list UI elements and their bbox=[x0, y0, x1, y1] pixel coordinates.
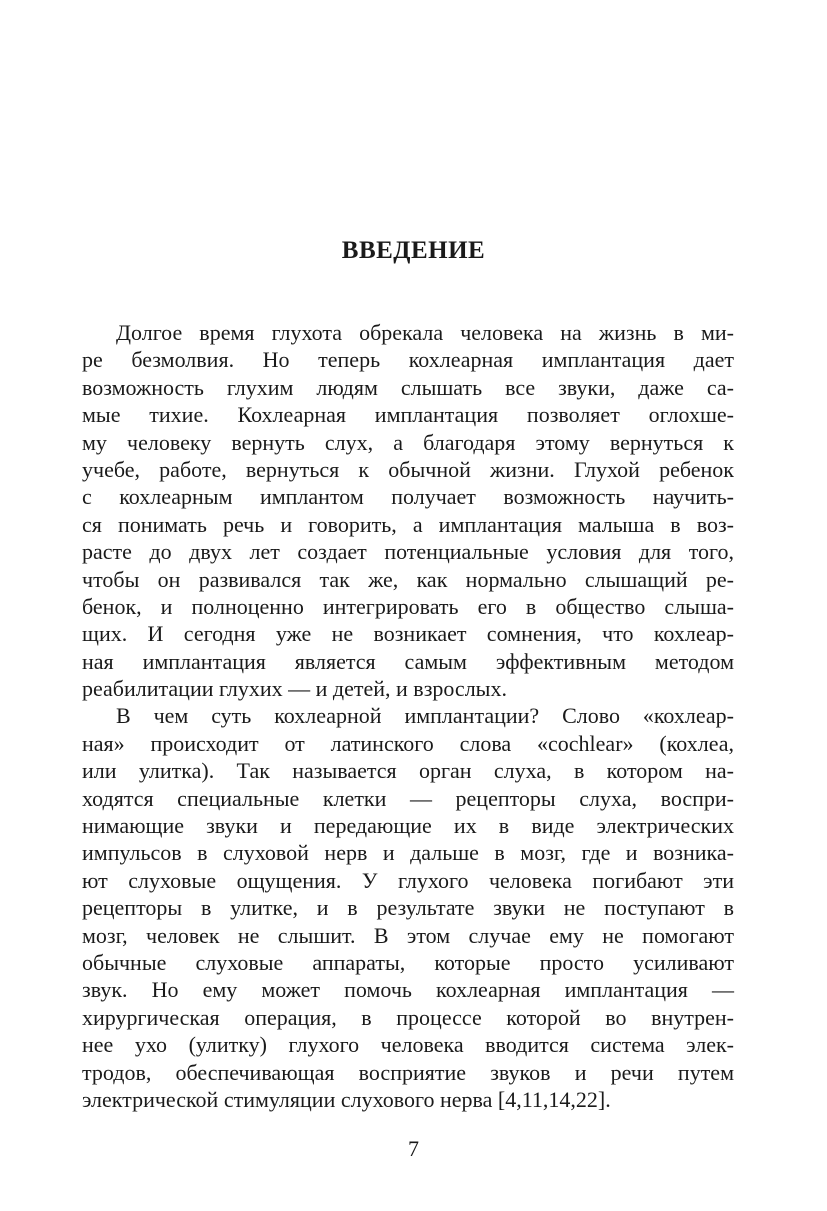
text-line: расте до двух лет создает потенциальные условия для того, bbox=[82, 539, 734, 565]
text-line: тродов, обеспечивающая восприятие звуков и речи путем bbox=[82, 1059, 734, 1085]
text-line: щих. И сегодня уже не возникает сомнения, что кохлеар- bbox=[82, 621, 734, 647]
paragraph-1 bbox=[82, 319, 734, 702]
text-line: возможность глухим людям слышать все звуки, даже са- bbox=[82, 374, 734, 400]
text-line: хирургическая операция, в процессе которой во внутрен- bbox=[82, 1004, 734, 1030]
paragraph-2 bbox=[82, 702, 734, 1113]
text-line: ная имплантация является самым эффективным методом bbox=[82, 648, 734, 674]
section-title: ВВЕДЕНИЕ bbox=[341, 237, 486, 264]
text-line: ходятся специальные клетки — рецепторы слуха, воспри- bbox=[82, 785, 734, 811]
text-line: В чем суть кохлеарной имплантации? Слово «кохлеар- bbox=[116, 703, 734, 729]
text-line: звук. Но ему может помочь кохлеарная имплантация — bbox=[82, 977, 734, 1003]
text-line: ре безмолвия. Но теперь кохлеарная имплантация дает bbox=[82, 347, 734, 373]
text-line: или улитка). Так называется орган слуха, в котором на- bbox=[82, 758, 734, 784]
text-line: му человеку вернуть слух, а благодаря этому вернуться к bbox=[82, 429, 734, 455]
text-line: нимающие звуки и передающие их в виде электрических bbox=[82, 813, 734, 839]
text-line: ют слуховые ощущения. У глухого человека погибают эти bbox=[82, 867, 734, 893]
text-line: бенок, и полноценно интегрировать его в общество слыша- bbox=[82, 593, 734, 619]
text-line: импульсов в слуховой нерв и дальше в мозг, где и возника- bbox=[82, 840, 734, 866]
text-line: ся понимать речь и говорить, а имплантация малыша в воз- bbox=[82, 511, 734, 537]
text-line: мозг, человек не слышит. В этом случае ему не помогают bbox=[82, 922, 734, 948]
text-line: Долгое время глухота обрекала человека на жизнь в ми- bbox=[116, 320, 734, 345]
text-line: чтобы он развивался так же, как нормально слышащий ре- bbox=[82, 566, 734, 592]
text-line: обычные слуховые аппараты, которые просто усиливают bbox=[82, 949, 734, 975]
text-line: ная» происходит от латинского слова «cochlear» (кохлеа, bbox=[82, 730, 734, 756]
text-line: мые тихие. Кохлеарная имплантация позволяет оглохше- bbox=[82, 402, 734, 428]
body-text bbox=[82, 319, 734, 1113]
text-line: электрической стимуляции слухового нерва [4,11,14,22]. bbox=[82, 1086, 611, 1112]
page-number: 7 bbox=[408, 1136, 419, 1161]
text-line: с кохлеарным имплантом получает возможность научить- bbox=[82, 484, 734, 510]
text-line: нее ухо (улитку) глухого человека вводится система элек- bbox=[82, 1032, 734, 1058]
text-line: рецепторы в улитке, и в результате звуки не поступают в bbox=[82, 895, 734, 921]
text-line: реабилитации глухих — и детей, и взрослых. bbox=[82, 676, 507, 702]
text-line: учебе, работе, вернуться к обычной жизни. Глухой ребенок bbox=[82, 456, 734, 482]
